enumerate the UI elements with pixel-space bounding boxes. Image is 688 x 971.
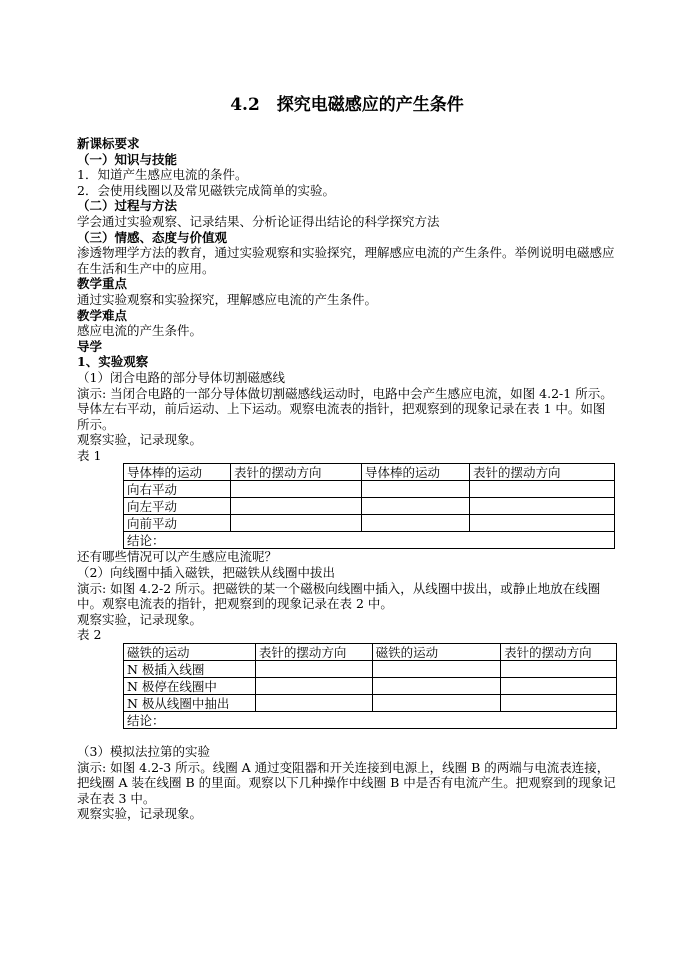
part3-observe: 观察实验，记录现象。 xyxy=(77,806,203,822)
table-cell xyxy=(255,695,372,712)
table-cell xyxy=(362,498,470,515)
part1-observe: 观察实验，记录现象。 xyxy=(77,432,203,448)
table-row xyxy=(124,695,617,712)
table-conclusion-cell: 结论： xyxy=(124,532,615,549)
goal-knowledge-item-2: 2．会使用线圈以及常见磁铁完成简单的实验。 xyxy=(77,182,335,198)
table-cell xyxy=(231,515,362,532)
table-cell xyxy=(231,481,362,498)
part2-question: 还有哪些情况可以产生感应电流呢？ xyxy=(77,549,278,565)
table-header-cell: 表针的摆动方向 xyxy=(470,464,615,481)
table-row xyxy=(124,481,615,498)
table-header-cell: 表针的摆动方向 xyxy=(501,644,617,661)
table-2 xyxy=(123,643,617,729)
table-cell xyxy=(372,678,501,695)
table-cell: N 极从线圈中抽出 xyxy=(124,695,256,712)
key-point-text: 通过实验观察和实验探究，理解感应电流的产生条件。 xyxy=(77,291,378,307)
table-cell: N 极停在线圈中 xyxy=(124,678,256,695)
part3-heading: （3）模拟法拉第的实验 xyxy=(77,744,210,760)
table2-label: 表 2 xyxy=(77,627,102,643)
part1-desc: 导体左右平动，前后运动、上下运动。观察电流表的指针，把观察到的现象记录在表 1 中。如图所示。 xyxy=(77,401,606,432)
table-header-row xyxy=(124,644,617,661)
table-cell xyxy=(470,515,615,532)
table-conclusion-row xyxy=(124,532,615,549)
document-body xyxy=(77,136,617,822)
table-cell xyxy=(231,498,362,515)
table-cell xyxy=(470,481,615,498)
table-row xyxy=(124,678,617,695)
page-title: 4.2 探究电磁感应的产生条件 xyxy=(230,95,464,115)
table-row xyxy=(124,498,615,515)
table-header-cell: 表针的摆动方向 xyxy=(231,464,362,481)
table-cell xyxy=(255,661,372,678)
table-header-cell: 磁铁的运动 xyxy=(124,644,256,661)
goal-attitude-heading: （三）情感、态度与价值观 xyxy=(77,229,228,245)
goal-process-heading: （二）过程与方法 xyxy=(77,198,178,214)
part1-demo: 演示: 当闭合电路的一部分导体做切割磁感线运动时，电路中会产生感应电流，如图 4.2-1 所示。 xyxy=(77,385,613,401)
table-cell: N 极插入线圈 xyxy=(124,661,256,678)
table-cell xyxy=(372,661,501,678)
table-cell: 向前平动 xyxy=(124,515,231,532)
spacer xyxy=(77,729,617,744)
guide-heading: 导学 xyxy=(77,338,103,354)
difficulty-text: 感应电流的产生条件。 xyxy=(77,323,203,339)
table-cell xyxy=(362,481,470,498)
part2-heading: （2）向线圈中插入磁铁，把磁铁从线圈中拔出 xyxy=(77,565,335,581)
key-point-heading: 教学重点 xyxy=(77,276,128,292)
table-header-cell: 表针的摆动方向 xyxy=(255,644,372,661)
experiment-heading: 1、实验观察 xyxy=(77,354,149,370)
table-row xyxy=(124,515,615,532)
goal-knowledge-item-1: 1．知道产生感应电流的条件。 xyxy=(77,167,248,183)
goal-knowledge-heading: （一）知识与技能 xyxy=(77,151,178,167)
table-header-cell: 磁铁的运动 xyxy=(372,644,501,661)
goal-process-text: 学会通过实验观察、记录结果、分析论证得出结论的科学探究方法 xyxy=(77,213,440,229)
difficulty-heading: 教学难点 xyxy=(77,307,128,323)
table-1 xyxy=(123,463,615,549)
table-cell: 向左平动 xyxy=(124,498,231,515)
table1-label: 表 1 xyxy=(77,447,102,463)
table-cell: 向右平动 xyxy=(124,481,231,498)
table-cell xyxy=(501,678,617,695)
table-conclusion-row xyxy=(124,712,617,729)
part3-demo: 演示: 如图 4.2-3 所示。线圈 A 通过变阻器和开关连接到电源上，线圈 B 的两端与电流表连接，把线圈 A 装在线圈 B 的里面。观察以下几种操作中线圈 B 中是否有电流产生。把观察到的现象记录在表 3 中。 xyxy=(77,759,616,806)
goal-attitude-text: 渗透物理学方法的教育，通过实验观察和实验探究，理解感应电流的产生条件。举例说明电磁感应在生活和生产中的应用。 xyxy=(77,245,615,276)
table-cell xyxy=(501,661,617,678)
table-header-row xyxy=(124,464,615,481)
table-cell xyxy=(501,695,617,712)
table-cell xyxy=(372,695,501,712)
part1-heading: （1）闭合电路的部分导体切割磁感线 xyxy=(77,369,285,385)
table-cell xyxy=(255,678,372,695)
section-standard: 新课标要求 xyxy=(77,136,140,151)
table-header-cell: 导体棒的运动 xyxy=(124,464,231,481)
part2-demo: 演示: 如图 4.2-2 所示。把磁铁的某一个磁极向线圈中插入，从线圈中拔出，或静止地放在线圈中。观察电流表的指针，把观察到的现象记录在表 2 中。 xyxy=(77,580,601,612)
table-cell xyxy=(470,498,615,515)
table-cell xyxy=(362,515,470,532)
table-row xyxy=(124,661,617,678)
table-conclusion-cell: 结论： xyxy=(124,712,617,729)
part2-observe: 观察实验，记录现象。 xyxy=(77,611,203,627)
table-header-cell: 导体棒的运动 xyxy=(362,464,470,481)
